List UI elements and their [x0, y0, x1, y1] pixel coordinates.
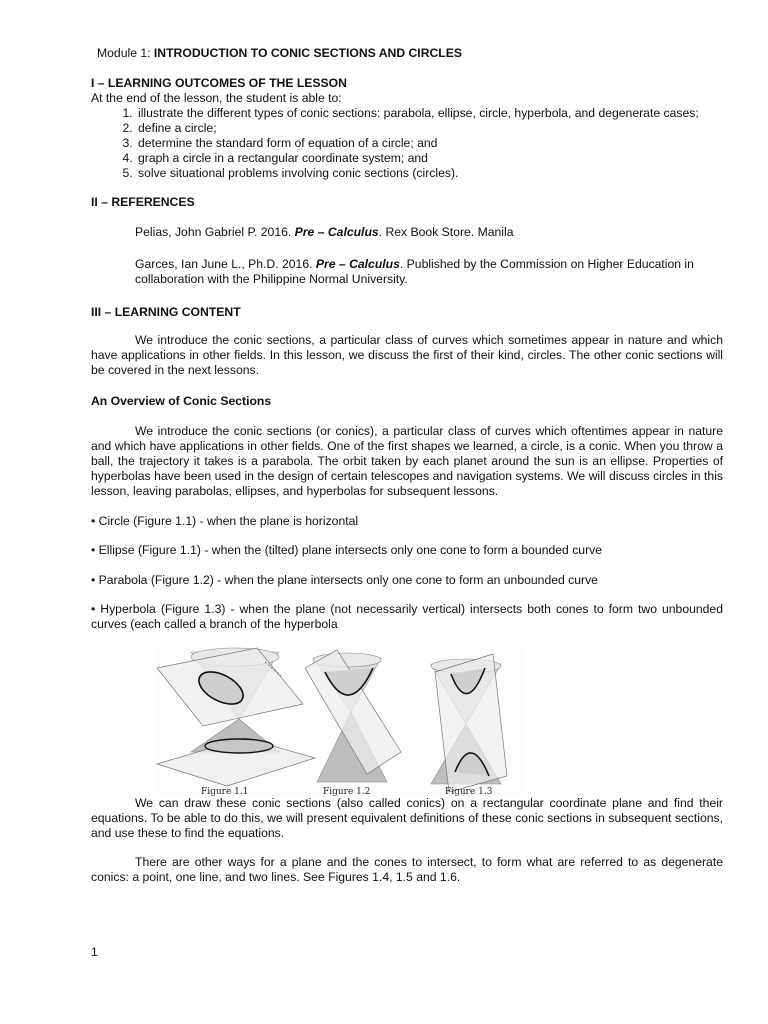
reference-author: Pelias, John Gabriel P. 2016. [135, 225, 295, 239]
reference-title: Pre – Calculus [294, 225, 379, 239]
section-heading-references: II – REFERENCES [91, 195, 195, 209]
bullet-ellipse: • Ellipse (Figure 1.1) - when the (tilted) plane intersects only one cone to form a bounded curve [91, 543, 602, 557]
bullet-hyperbola: • Hyperbola (Figure 1.3) - when the plane (not necessarily vertical) intersects both cones to form two unbounded curves (each called a branch of the hyperbola [91, 602, 723, 631]
content-paragraph-1: We introduce the conic sections, a particular class of curves which sometimes appear in nature and which have applications in other fields. In this lesson, we discuss the first of their kind, circles. The other conic sections will be covered in the next lessons. [91, 333, 723, 377]
conic-sections-figure [155, 646, 525, 796]
conic-figures-svg [155, 646, 525, 796]
subheading-overview: An Overview of Conic Sections [91, 394, 272, 408]
section-heading-outcomes: I – LEARNING OUTCOMES OF THE LESSON [91, 76, 347, 90]
list-item: 2. define a circle; [136, 121, 723, 136]
page-number: 1 [91, 945, 98, 959]
bullet-circle: • Circle (Figure 1.1) - when the plane is horizontal [91, 514, 359, 528]
list-item: 1. illustrate the different types of conic sections: parabola, ellipse, circle, hyperbola, and degenerate cases; [136, 106, 723, 121]
list-item: 4. graph a circle in a rectangular coordinate system; and [136, 151, 723, 166]
list-item: 3. determine the standard form of equation of a circle; and [136, 136, 723, 151]
module-label: Module 1: [97, 46, 154, 60]
figure-1-3-drawing [431, 654, 507, 792]
outcomes-list-wrap [91, 106, 723, 181]
section-heading-content: III – LEARNING CONTENT [91, 305, 241, 319]
reference-2 [135, 257, 723, 287]
module-heading: INTRODUCTION TO CONIC SECTIONS AND CIRCLES [153, 46, 463, 60]
reference-author: Garces, Ian June L., Ph.D. 2016. [135, 257, 316, 271]
figure-caption-1-3: Figure 1.3 [445, 787, 493, 797]
reference-publisher: . Rex Book Store. Manila [378, 225, 514, 239]
bullet-parabola: • Parabola (Figure 1.2) - when the plane intersects only one cone to form an unbounded curve [91, 573, 598, 587]
reference-1 [135, 225, 723, 240]
outcomes-list [91, 106, 723, 181]
list-item: 5. solve situational problems involving conic sections (circles). [136, 166, 723, 181]
reference-title: Pre – Calculus [315, 257, 400, 271]
content-paragraph-3: We can draw these conic sections (also called conics) on a rectangular coordinate plane and find their equations. To be able to do this, we will present equivalent definitions of these conic sections in subsequent sections, and use these to find the equations. [91, 796, 723, 840]
reference-publisher: . Published by the Commission on Higher Education in collaboration with the Philippine Normal University. [135, 257, 694, 286]
content-paragraph-2: We introduce the conic sections (or conics), a particular class of curves which oftentimes appear in nature and which have applications in other fields. One of the first shapes we learned, a circle, is a conic. When you throw a ball, the trajectory it takes is a parabola. The orbit taken by each planet around the sun is an ellipse. Properties of hyperbolas have been used in the design of certain telescopes and navigation systems. We will discuss circles in this lesson, leaving parabolas, ellipses, and hyperbolas for subsequent lessons. [91, 424, 723, 498]
figure-caption-1-1: Figure 1.1 [201, 787, 249, 797]
figure-caption-1-2: Figure 1.2 [323, 787, 371, 797]
module-title [97, 46, 729, 61]
outcomes-intro: At the end of the lesson, the student is able to: [91, 91, 342, 105]
content-paragraph-4: There are other ways for a plane and the cones to intersect, to form what are referred to as degenerate conics: a point, one line, and two lines. See Figures 1.4, 1.5 and 1.6. [91, 855, 723, 884]
